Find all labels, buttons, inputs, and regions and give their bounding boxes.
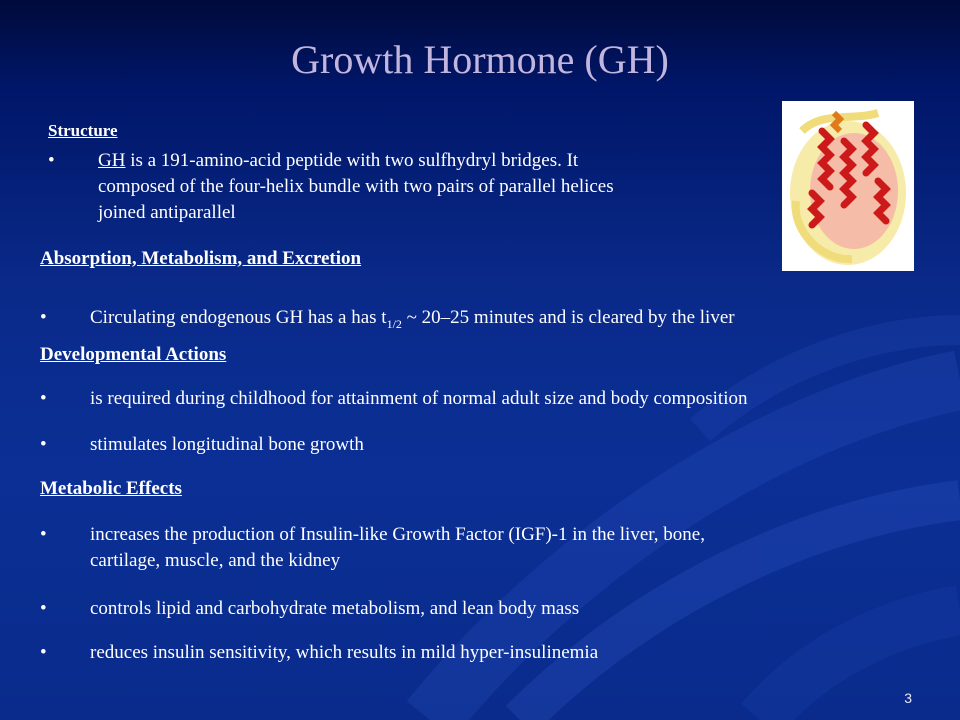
bullet-dot: • xyxy=(40,642,47,663)
metabolic-text-line2: cartilage, muscle, and the kidney xyxy=(90,550,341,571)
absorption-heading: Absorption, Metabolism, and Excretion xyxy=(40,248,362,269)
metabolic-text: reduces insulin sensitivity, which results in mild hyper-insulinemia xyxy=(90,642,599,663)
protein-structure-image xyxy=(782,101,914,271)
slide-title: Growth Hormone (GH) xyxy=(291,37,669,82)
bullet-dot: • xyxy=(40,524,47,545)
structure-heading: Structure xyxy=(48,121,118,140)
gh-term: GH xyxy=(98,150,126,171)
structure-text-line3: joined antiparallel xyxy=(98,202,236,223)
developmental-text: stimulates longitudinal bone growth xyxy=(90,434,364,455)
bullet-dot: • xyxy=(40,434,47,455)
half-life-subscript: 1/2 xyxy=(386,316,402,331)
developmental-heading: Developmental Actions xyxy=(40,344,227,365)
metabolic-text: controls lipid and carbohydrate metabolism, and lean body mass xyxy=(90,598,580,619)
structure-text-line2: composed of the four-helix bundle with two pairs of parallel helices xyxy=(98,176,614,197)
structure-text-line1: is a 191-amino-acid peptide with two sulfhydryl bridges. It xyxy=(125,150,579,171)
bullet-dot: • xyxy=(40,307,47,328)
bullet-dot: • xyxy=(40,598,47,619)
page-number: 3 xyxy=(904,690,912,706)
bullet-dot: • xyxy=(40,388,47,409)
metabolic-text-line1: increases the production of Insulin-like Growth Factor (IGF)-1 in the liver, bone, xyxy=(90,524,705,545)
absorption-text: Circulating endogenous GH has a has t xyxy=(90,307,387,328)
absorption-text-end: ~ 20–25 minutes and is cleared by the liver xyxy=(401,307,735,328)
metabolic-heading: Metabolic Effects xyxy=(40,478,182,499)
developmental-text: is required during childhood for attainment of normal adult size and body composition xyxy=(90,388,748,409)
bullet-dot: • xyxy=(48,150,55,171)
